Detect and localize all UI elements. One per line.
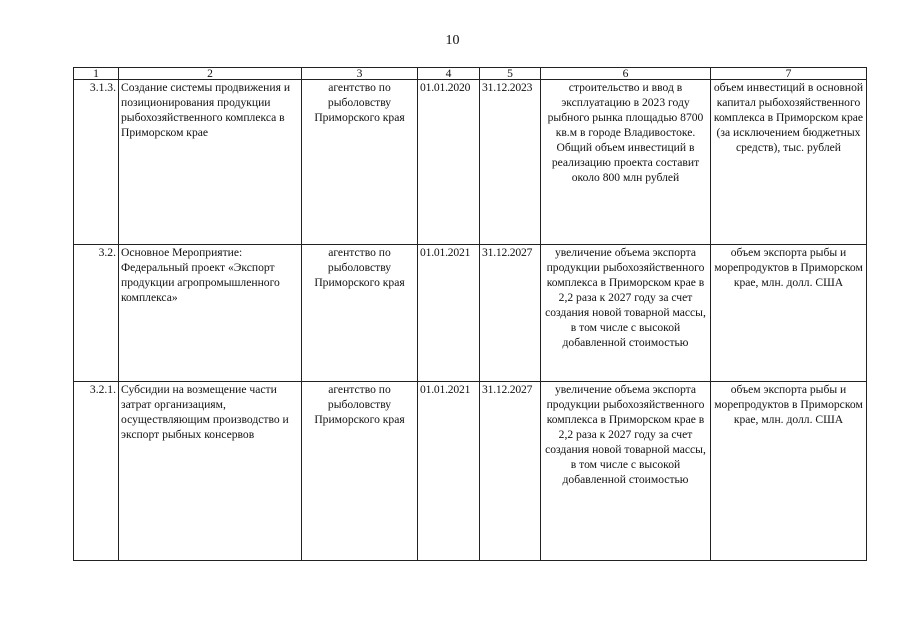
column-header: 3 bbox=[302, 68, 418, 80]
column-header: 7 bbox=[711, 68, 867, 80]
row-number: 3.1.3. bbox=[74, 80, 119, 245]
page-number: 10 bbox=[445, 33, 460, 48]
start-date: 01.01.2021 bbox=[418, 382, 480, 561]
row-number: 3.2. bbox=[74, 245, 119, 382]
column-header: 2 bbox=[119, 68, 302, 80]
expected-result: увеличение объема экспорта продукции рыбохозяйственного комплекса в Приморском крае в 2,2 раза к 2027 году за счет создания новой товарной массы, в том числе с высокой добавленной стоимостью bbox=[541, 245, 711, 382]
indicator: объем экспорта рыбы и морепродуктов в Приморском крае, млн. долл. США bbox=[711, 382, 867, 561]
start-date: 01.01.2021 bbox=[418, 245, 480, 382]
measure-name: Создание системы продвижения и позиционирования продукции рыбохозяйственного комплекса в Приморском крае bbox=[119, 80, 302, 245]
table-row bbox=[74, 382, 867, 561]
responsible-agency: агентство по рыболовству Приморского края bbox=[302, 382, 418, 561]
measure-name: Основное Мероприятие: Федеральный проект «Экспорт продукции агропромышленного комплекса» bbox=[119, 245, 302, 382]
column-header: 4 bbox=[418, 68, 480, 80]
indicator: объем инвестиций в основной капитал рыбохозяйственного комплекса в Приморском крае (за исключением бюджетных средств), тыс. рублей bbox=[711, 80, 867, 245]
column-header: 5 bbox=[480, 68, 541, 80]
responsible-agency: агентство по рыболовству Приморского края bbox=[302, 245, 418, 382]
end-date: 31.12.2027 bbox=[480, 245, 541, 382]
end-date: 31.12.2023 bbox=[480, 80, 541, 245]
indicator: объем экспорта рыбы и морепродуктов в Приморском крае, млн. долл. США bbox=[711, 245, 867, 382]
column-header: 1 bbox=[74, 68, 119, 80]
row-number: 3.2.1. bbox=[74, 382, 119, 561]
expected-result: увеличение объема экспорта продукции рыбохозяйственного комплекса в Приморском крае в 2,2 раза к 2027 году за счет создания новой товарной массы, в том числе с высокой добавленной стоимостью bbox=[541, 382, 711, 561]
end-date: 31.12.2027 bbox=[480, 382, 541, 561]
program-table bbox=[73, 67, 867, 561]
column-header: 6 bbox=[541, 68, 711, 80]
table-row bbox=[74, 80, 867, 245]
responsible-agency: агентство по рыболовству Приморского края bbox=[302, 80, 418, 245]
start-date: 01.01.2020 bbox=[418, 80, 480, 245]
table-header-row bbox=[74, 68, 867, 80]
table-row bbox=[74, 245, 867, 382]
measure-name: Субсидии на возмещение части затрат организациям, осуществляющим производство и экспорт рыбных консервов bbox=[119, 382, 302, 561]
expected-result: строительство и ввод в эксплуатацию в 2023 году рыбного рынка площадью 8700 кв.м в городе Владивостоке. Общий объем инвестиций в реализацию проекта составит около 800 млн рублей bbox=[541, 80, 711, 245]
